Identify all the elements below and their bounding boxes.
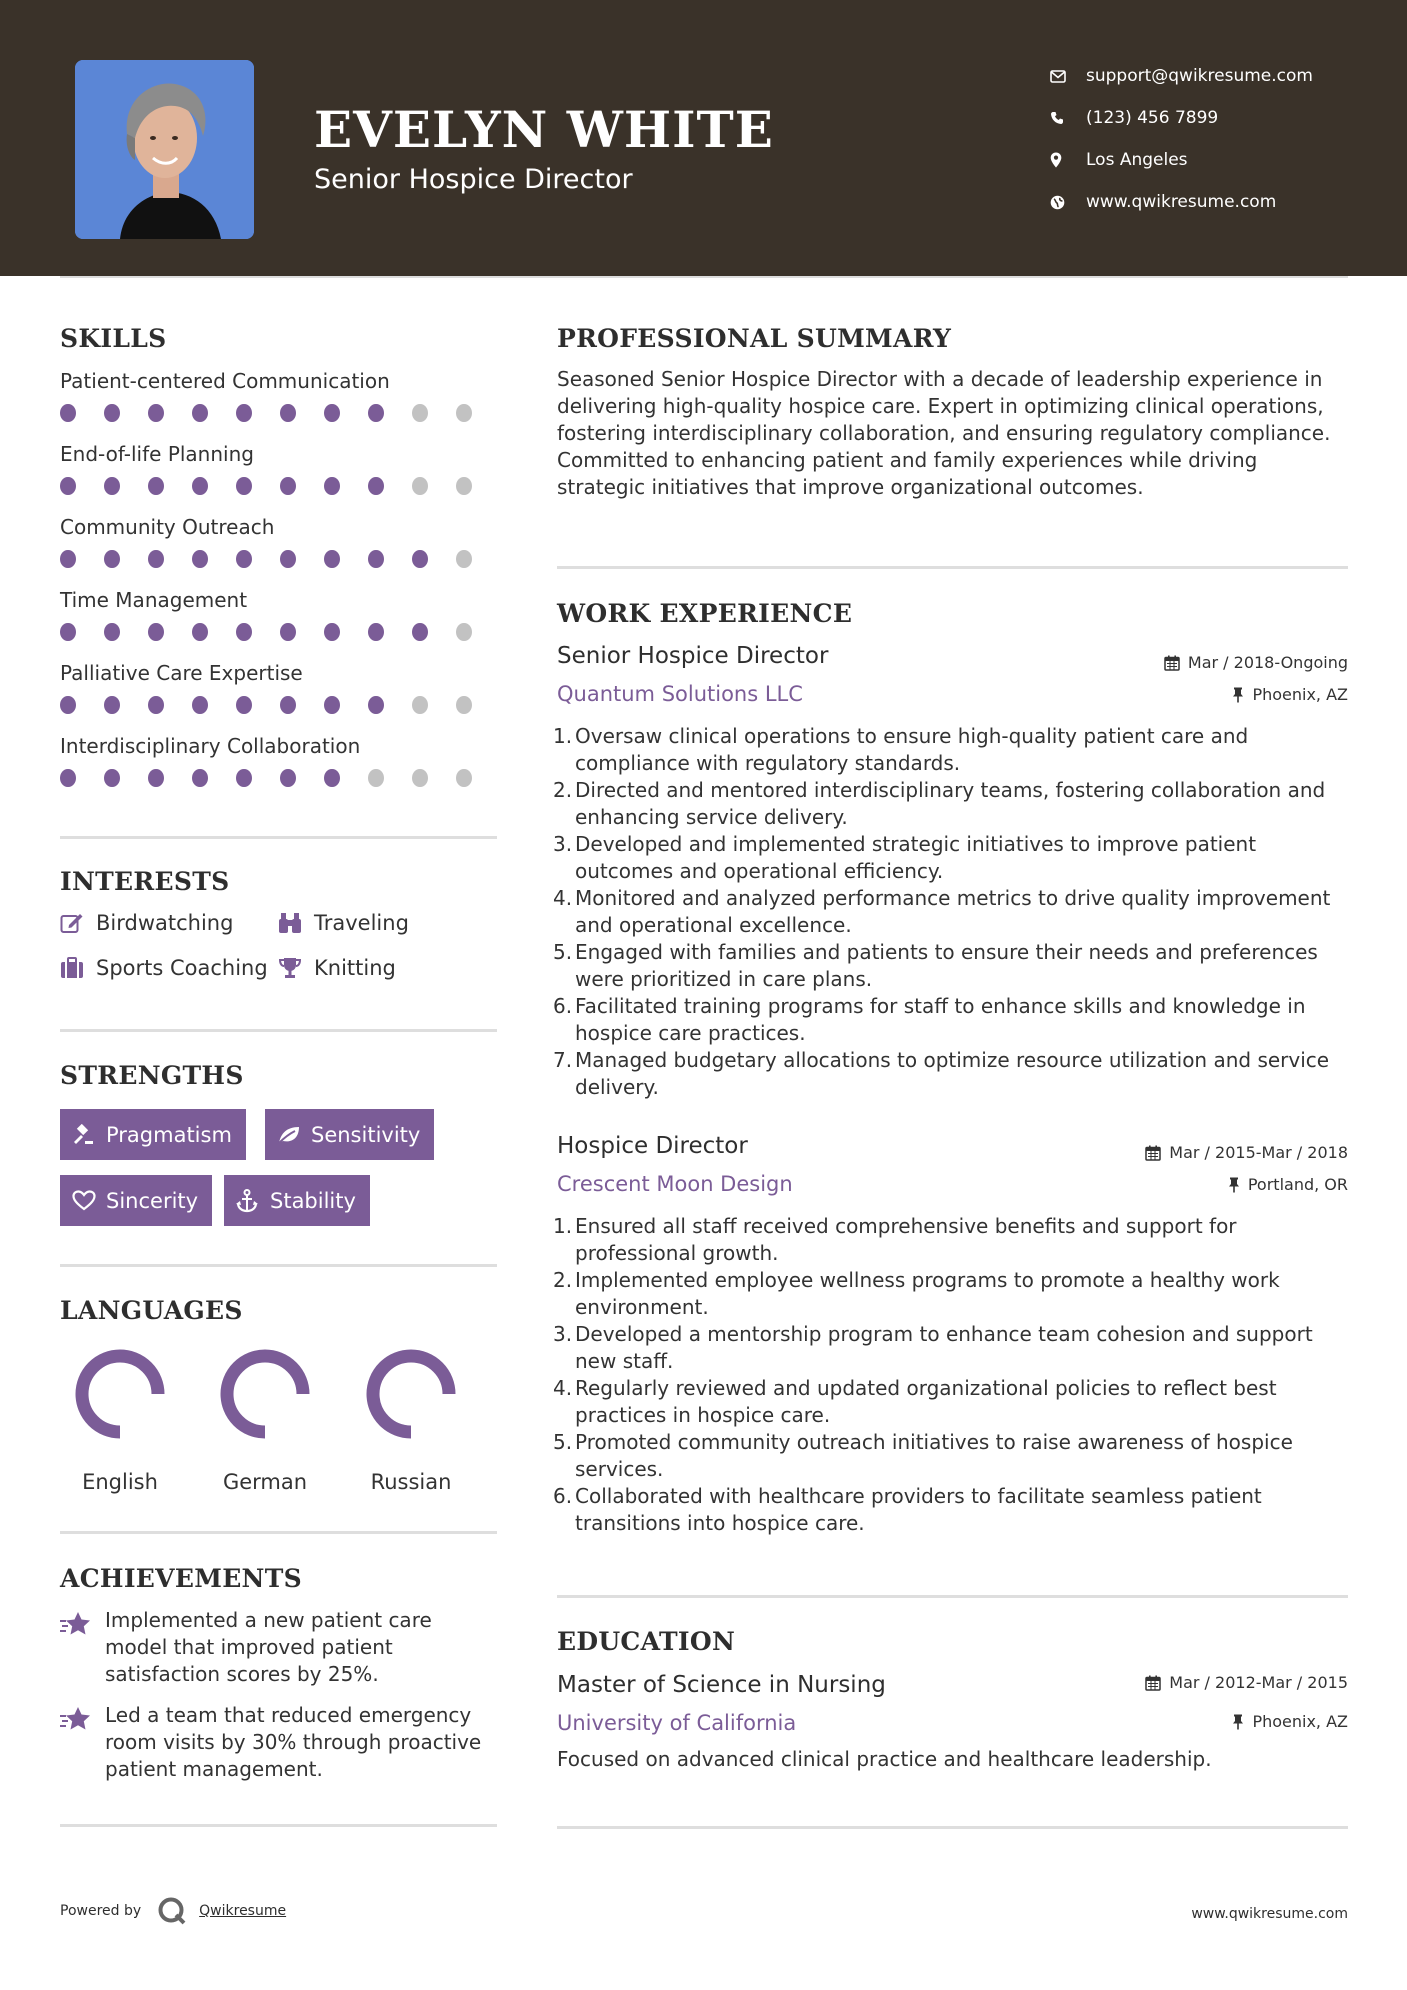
- job-location-text: Phoenix, AZ: [1252, 685, 1348, 704]
- resume-header: [0, 0, 1407, 276]
- star-icon: [60, 1702, 105, 1783]
- education-dates-text: Mar / 2012-Mar / 2015: [1169, 1673, 1348, 1692]
- rating-dot-filled: [236, 550, 252, 568]
- skill-item: [60, 369, 500, 422]
- section-divider: [557, 566, 1348, 569]
- heart-icon: [72, 1190, 106, 1211]
- rating-dot-filled: [192, 404, 208, 422]
- list-number: 2.: [553, 1268, 573, 1292]
- section-divider: [60, 1531, 497, 1534]
- list-number: 2.: [553, 778, 573, 802]
- rating-dot-filled: [60, 623, 76, 641]
- strength-badge: [60, 1175, 212, 1226]
- candidate-name: EVELYN WHITE: [314, 100, 774, 159]
- list-number: 1.: [553, 724, 573, 748]
- interest-item: [60, 911, 233, 935]
- school-name: University of California: [557, 1711, 797, 1735]
- achievement-item: [60, 1607, 500, 1688]
- strength-label: Sincerity: [106, 1188, 199, 1213]
- language-ring-arc: [373, 1356, 449, 1432]
- contact-location: [1050, 139, 1313, 181]
- list-number: 3.: [553, 832, 573, 856]
- rating-dot-filled: [236, 404, 252, 422]
- language-ring-arc: [227, 1356, 303, 1432]
- briefcase-icon: [60, 957, 96, 979]
- job-dates-text: Mar / 2018-Ongoing: [1187, 653, 1348, 672]
- section-divider: [60, 836, 497, 839]
- language-name: Russian: [370, 1470, 452, 1494]
- strength-badge: [60, 1109, 246, 1160]
- list-number: 7.: [553, 1048, 573, 1072]
- rating-dot-filled: [104, 769, 120, 787]
- star-icon: [60, 1607, 105, 1688]
- contact-phone[interactable]: [1050, 97, 1313, 139]
- degree-title: Master of Science in Nursing: [557, 1672, 886, 1698]
- language-item: [205, 1346, 325, 1494]
- rating-dot-empty: [456, 550, 472, 568]
- job-responsibilities: [553, 723, 1347, 1101]
- responsibility-item: [553, 1047, 1347, 1101]
- rating-dot-empty: [412, 696, 428, 714]
- list-number: 5.: [553, 940, 573, 964]
- language-proficiency-ring: [217, 1346, 313, 1442]
- interest-label: Knitting: [314, 956, 396, 980]
- rating-dot-empty: [456, 477, 472, 495]
- achievement-text: Implemented a new patient care model that improved patient satisfaction scores by 25%.: [105, 1608, 432, 1686]
- rating-dot-filled: [148, 477, 164, 495]
- powered-by: [60, 1896, 286, 1926]
- thumbtack-icon: [1228, 1177, 1240, 1193]
- skill-rating: [60, 550, 500, 568]
- language-proficiency-ring: [363, 1346, 459, 1442]
- phone-icon: [1050, 111, 1086, 125]
- education-heading: EDUCATION: [557, 1627, 736, 1656]
- calendar-icon: [1145, 1145, 1161, 1161]
- summary-text: Seasoned Senior Hospice Director with a decade of leadership experience in delivering high-quality hospice care. Expert in optimizing clinical operations, fostering interdisciplinary collaboration, and ensuring regulatory compliance. Committed to enhancing patient and family experiences while driving strategic initiatives that improve organizational outcomes.: [557, 367, 1331, 499]
- responsibility-item: [553, 1321, 1347, 1375]
- rating-dot-filled: [148, 550, 164, 568]
- responsibility-text: Directed and mentored interdisciplinary teams, fostering collaboration and enhancing service delivery.: [575, 778, 1326, 829]
- section-divider: [557, 1595, 1348, 1598]
- interest-label: Traveling: [314, 911, 409, 935]
- list-number: 4.: [553, 886, 573, 910]
- company-name: Quantum Solutions LLC: [557, 682, 803, 706]
- responsibility-item: [553, 831, 1347, 885]
- rating-dot-filled: [60, 477, 76, 495]
- gavel-icon: [72, 1124, 106, 1146]
- responsibility-text: Promoted community outreach initiatives to raise awareness of hospice services.: [575, 1430, 1293, 1481]
- responsibility-item: [553, 1429, 1347, 1483]
- rating-dot-filled: [104, 477, 120, 495]
- skill-name: End-of-life Planning: [60, 442, 254, 466]
- rating-dot-filled: [104, 623, 120, 641]
- rating-dot-filled: [60, 550, 76, 568]
- map-pin-icon: [1050, 152, 1086, 168]
- profile-photo: [75, 60, 254, 239]
- qwikresume-logo-icon: [157, 1896, 187, 1926]
- rating-dot-filled: [368, 623, 384, 641]
- language-item: [351, 1346, 471, 1494]
- language-item: [60, 1346, 180, 1494]
- rating-dot-filled: [236, 696, 252, 714]
- list-number: 5.: [553, 1430, 573, 1454]
- rating-dot-empty: [412, 404, 428, 422]
- rating-dot-empty: [456, 623, 472, 641]
- responsibility-item: [553, 1267, 1347, 1321]
- rating-dot-empty: [368, 769, 384, 787]
- rating-dot-empty: [456, 769, 472, 787]
- contact-phone-text: (123) 456 7899: [1086, 108, 1219, 128]
- rating-dot-empty: [412, 769, 428, 787]
- job-title: Senior Hospice Director: [557, 643, 829, 669]
- rating-dot-filled: [368, 477, 384, 495]
- rating-dot-filled: [104, 696, 120, 714]
- responsibility-text: Monitored and analyzed performance metrics to drive quality improvement and operational excellence.: [575, 886, 1331, 937]
- anchor-icon: [236, 1189, 270, 1213]
- strength-label: Sensitivity: [311, 1122, 421, 1147]
- rating-dot-filled: [280, 769, 296, 787]
- skills-heading: SKILLS: [60, 324, 167, 353]
- rating-dot-filled: [324, 477, 340, 495]
- responsibility-text: Managed budgetary allocations to optimize resource utilization and service delivery.: [575, 1048, 1330, 1099]
- rating-dot-filled: [60, 404, 76, 422]
- rating-dot-filled: [104, 404, 120, 422]
- rating-dot-filled: [368, 550, 384, 568]
- skill-rating: [60, 696, 500, 714]
- rating-dot-filled: [412, 623, 428, 641]
- job-dates: [1145, 1143, 1348, 1162]
- thumbtack-icon: [1232, 1714, 1244, 1730]
- skill-rating: [60, 404, 500, 422]
- responsibility-text: Implemented employee wellness programs to promote a healthy work environment.: [575, 1268, 1280, 1319]
- rating-dot-empty: [456, 404, 472, 422]
- rating-dot-filled: [280, 477, 296, 495]
- responsibility-item: [553, 1375, 1347, 1429]
- summary-heading: PROFESSIONAL SUMMARY: [557, 324, 952, 353]
- responsibility-text: Ensured all staff received comprehensive benefits and support for professional growth.: [575, 1214, 1237, 1265]
- education-location: [1232, 1712, 1348, 1731]
- rating-dot-filled: [236, 623, 252, 641]
- rating-dot-filled: [60, 696, 76, 714]
- skill-item: [60, 515, 500, 568]
- job-title: Hospice Director: [557, 1133, 748, 1159]
- section-divider: [60, 1824, 497, 1827]
- responsibility-text: Oversaw clinical operations to ensure high-quality patient care and compliance with regulatory standards.: [575, 724, 1249, 775]
- job-location: [1232, 685, 1348, 704]
- rating-dot-filled: [148, 623, 164, 641]
- language-name: German: [222, 1470, 308, 1494]
- rating-dot-filled: [192, 550, 208, 568]
- education-description: Focused on advanced clinical practice and healthcare leadership.: [557, 1747, 1212, 1771]
- rating-dot-filled: [324, 550, 340, 568]
- trophy-icon: [278, 957, 314, 979]
- strength-label: Stability: [270, 1188, 356, 1213]
- skill-item: [60, 661, 500, 714]
- responsibility-item: [553, 723, 1347, 777]
- envelope-icon: [1050, 70, 1086, 83]
- rating-dot-filled: [324, 769, 340, 787]
- interest-label: Birdwatching: [96, 911, 234, 935]
- rating-dot-filled: [280, 404, 296, 422]
- experience-heading: WORK EXPERIENCE: [557, 599, 853, 628]
- footer-website[interactable]: www.qwikresume.com: [1191, 1906, 1348, 1922]
- skill-rating: [60, 623, 500, 641]
- skill-name: Interdisciplinary Collaboration: [60, 734, 361, 758]
- contact-email[interactable]: [1050, 55, 1313, 97]
- responsibility-item: [553, 885, 1347, 939]
- list-number: 6.: [553, 1484, 573, 1508]
- skill-name: Palliative Care Expertise: [60, 661, 303, 685]
- responsibility-text: Developed and implemented strategic initiatives to improve patient outcomes and operational efficiency.: [575, 832, 1257, 883]
- responsibility-text: Facilitated training programs for staff to enhance skills and knowledge in hospice care practices.: [575, 994, 1306, 1045]
- calendar-icon: [1145, 1675, 1161, 1691]
- contact-location-text: Los Angeles: [1086, 150, 1188, 170]
- rating-dot-filled: [148, 696, 164, 714]
- job-dates-text: Mar / 2015-Mar / 2018: [1169, 1143, 1348, 1162]
- rating-dot-filled: [192, 477, 208, 495]
- rating-dot-filled: [324, 696, 340, 714]
- rating-dot-filled: [104, 550, 120, 568]
- responsibility-text: Engaged with families and patients to ensure their needs and preferences were prioritized in care plans.: [575, 940, 1318, 991]
- list-number: 3.: [553, 1322, 573, 1346]
- rating-dot-filled: [192, 769, 208, 787]
- company-name: Crescent Moon Design: [557, 1172, 793, 1196]
- rating-dot-filled: [280, 696, 296, 714]
- rating-dot-empty: [412, 477, 428, 495]
- responsibility-text: Developed a mentorship program to enhance team cohesion and support new staff.: [575, 1322, 1313, 1373]
- contact-email-text: support@qwikresume.com: [1086, 66, 1313, 86]
- pencil-square-icon: [60, 912, 96, 934]
- rating-dot-empty: [456, 696, 472, 714]
- rating-dot-filled: [280, 623, 296, 641]
- calendar-icon: [1164, 655, 1180, 671]
- rating-dot-filled: [412, 550, 428, 568]
- skill-item: [60, 442, 500, 495]
- education-dates: [1145, 1673, 1348, 1692]
- responsibility-item: [553, 993, 1347, 1047]
- skill-name: Patient-centered Communication: [60, 369, 390, 393]
- section-divider: [557, 1826, 1348, 1829]
- responsibility-item: [553, 777, 1347, 831]
- rating-dot-filled: [324, 404, 340, 422]
- rating-dot-filled: [60, 769, 76, 787]
- responsibility-text: Collaborated with healthcare providers to facilitate seamless patient transitions into hospice care.: [575, 1484, 1262, 1535]
- rating-dot-filled: [280, 550, 296, 568]
- job-dates: [1164, 653, 1348, 672]
- skill-name: Community Outreach: [60, 515, 275, 539]
- rating-dot-filled: [324, 623, 340, 641]
- interest-item: [60, 956, 268, 980]
- binoculars-icon: [278, 912, 314, 934]
- strengths-heading: STRENGTHS: [60, 1061, 244, 1090]
- contact-website[interactable]: [1050, 181, 1313, 223]
- rating-dot-filled: [368, 696, 384, 714]
- skill-rating: [60, 769, 500, 787]
- rating-dot-filled: [148, 404, 164, 422]
- job-location-text: Portland, OR: [1247, 1175, 1348, 1194]
- section-divider: [60, 1029, 497, 1032]
- job-responsibilities: [553, 1213, 1347, 1537]
- section-divider: [60, 1264, 497, 1267]
- interests-heading: INTERESTS: [60, 867, 230, 896]
- interest-item: [278, 911, 409, 935]
- responsibility-item: [553, 1483, 1347, 1537]
- skill-rating: [60, 477, 500, 495]
- responsibility-item: [553, 1213, 1347, 1267]
- interest-item: [278, 956, 396, 980]
- interest-label: Sports Coaching: [96, 956, 268, 980]
- leaf-icon: [277, 1125, 311, 1145]
- thumbtack-icon: [1232, 687, 1244, 703]
- strength-badge: [224, 1175, 370, 1226]
- achievement-item: [60, 1702, 500, 1783]
- skill-item: [60, 588, 500, 641]
- skill-item: [60, 734, 500, 787]
- candidate-title: Senior Hospice Director: [314, 164, 633, 195]
- rating-dot-filled: [236, 769, 252, 787]
- rating-dot-filled: [192, 696, 208, 714]
- responsibility-text: Regularly reviewed and updated organizational policies to reflect best practices in hospice care.: [575, 1376, 1277, 1427]
- contact-list: [1050, 55, 1313, 223]
- globe-icon: [1050, 195, 1086, 210]
- skill-name: Time Management: [60, 588, 248, 612]
- achievement-text: Led a team that reduced emergency room visits by 30% through proactive patient management.: [105, 1703, 482, 1781]
- list-number: 4.: [553, 1376, 573, 1400]
- powered-by-label: Powered by: [60, 1903, 142, 1919]
- strength-label: Pragmatism: [106, 1122, 232, 1147]
- rating-dot-filled: [192, 623, 208, 641]
- language-name: English: [82, 1470, 158, 1494]
- languages-heading: LANGUAGES: [60, 1296, 243, 1325]
- language-proficiency-ring: [72, 1346, 168, 1442]
- rating-dot-filled: [148, 769, 164, 787]
- achievements-heading: ACHIEVEMENTS: [60, 1564, 302, 1593]
- list-number: 1.: [553, 1214, 573, 1238]
- header-divider: [60, 276, 1348, 278]
- responsibility-item: [553, 939, 1347, 993]
- contact-website-text: www.qwikresume.com: [1086, 192, 1277, 212]
- rating-dot-filled: [236, 477, 252, 495]
- job-location: [1228, 1175, 1348, 1194]
- rating-dot-filled: [368, 404, 384, 422]
- language-ring-arc: [82, 1356, 158, 1432]
- education-location-text: Phoenix, AZ: [1252, 1712, 1348, 1731]
- list-number: 6.: [553, 994, 573, 1018]
- qwikresume-link[interactable]: Qwikresume: [199, 1903, 287, 1919]
- strength-badge: [265, 1109, 434, 1160]
